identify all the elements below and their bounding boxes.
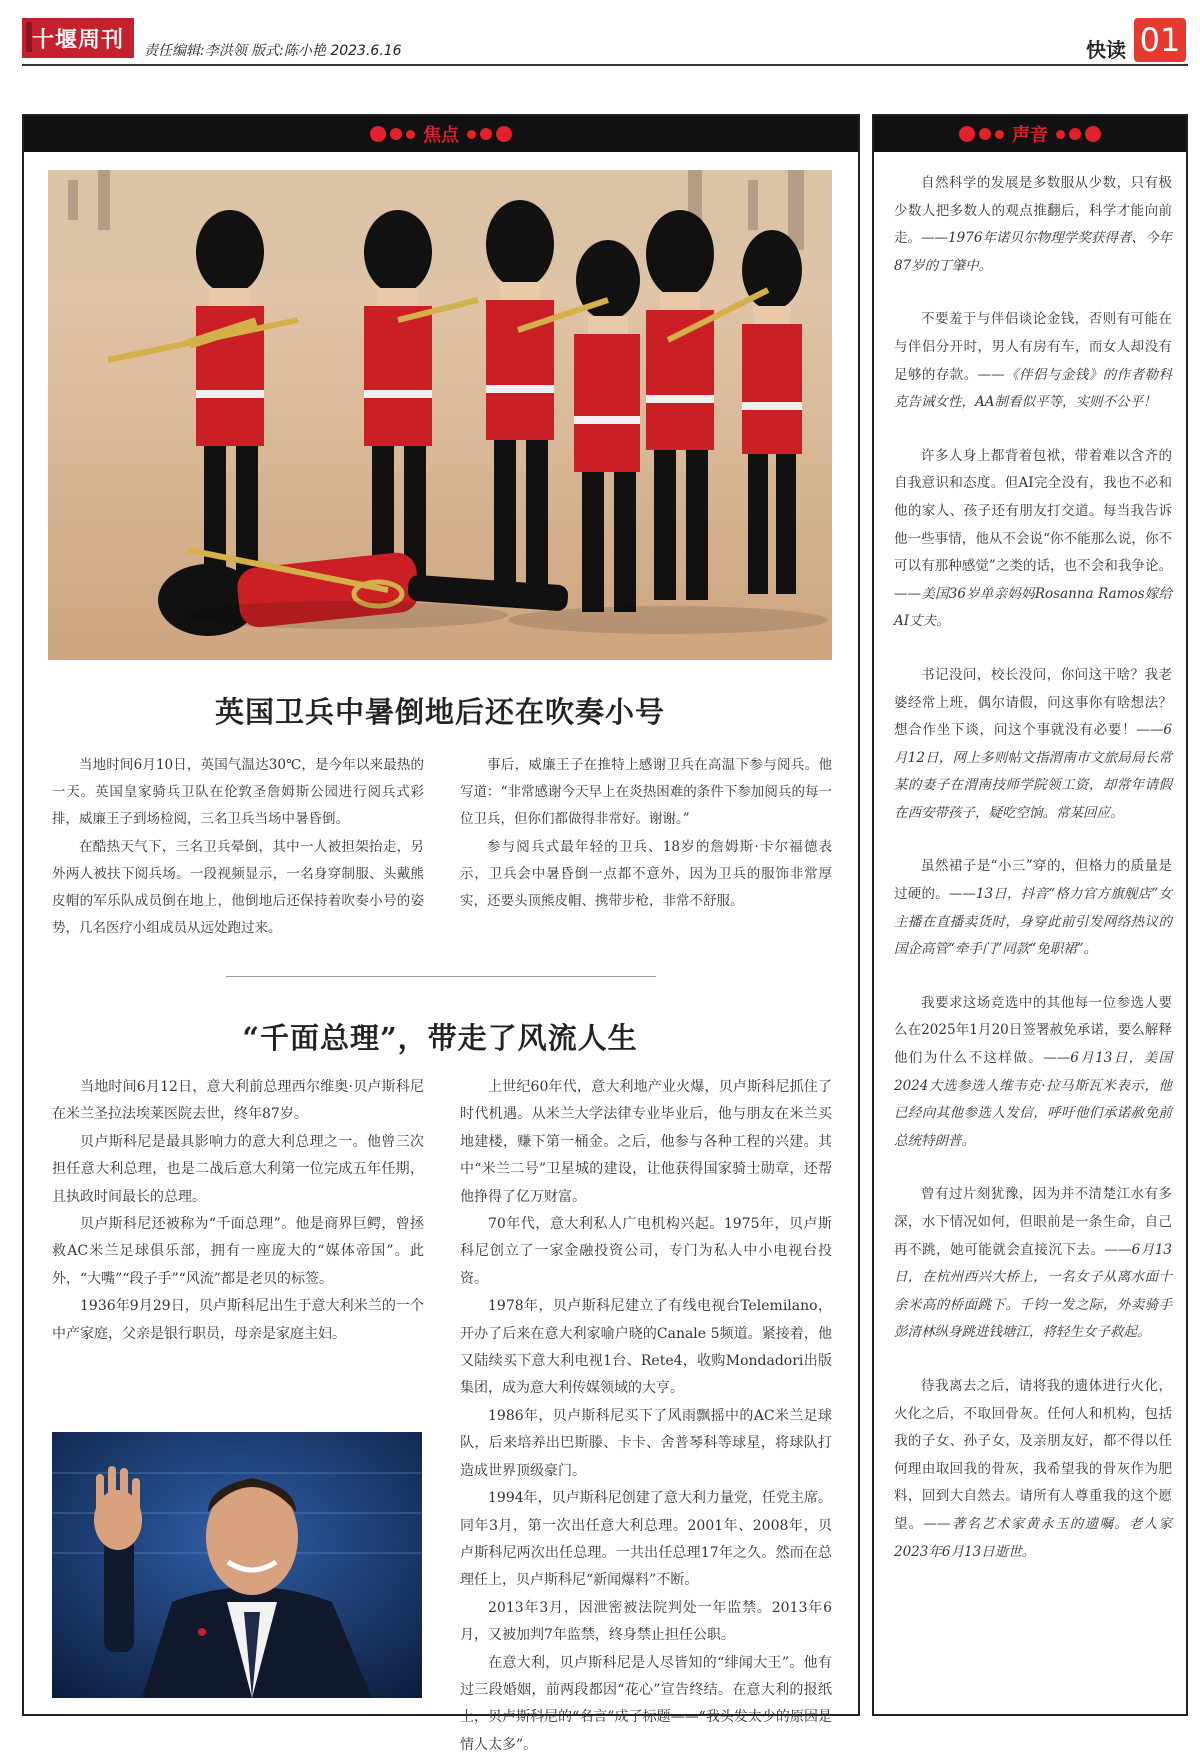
quote-item: [894, 170, 1172, 280]
article1-title: 英国卫兵中暑倒地后还在吹奏小号: [214, 695, 665, 729]
article2-para-8: 1986年，贝卢斯科尼买下了风雨飘摇中的AC米兰足球队，后来培养出巴斯滕、卡卡、舍普琴科等球星，将球队打造成世界顶级豪门。: [460, 1407, 832, 1479]
guards-band-photo: [48, 170, 832, 660]
article1-col-1: [52, 752, 424, 942]
article2-col-2: [460, 1074, 832, 1759]
quote-attribution: ——《伴侣与金钱》的作者勒科克告诫女性，AA制看似平等，实则不公平！: [894, 366, 1173, 411]
page-number-badge: 01: [1134, 18, 1186, 62]
article2-para-6: 70年代，意大利私人广电机构兴起。1975年，贝卢斯科尼创立了一家金融投资公司，专门为私人中小电视台投资。: [460, 1216, 832, 1287]
article2-para-7: 1978年，贝卢斯科尼建立了有线电视台Telemilano，开办了后来在意大利家喻户晓的Canale 5频道。紧接着，他又陆续买下意大利电视1台、Rete4，收购Mondadori出版集团，成为意大利传媒领域的大亨。: [460, 1298, 832, 1397]
quote-item: [894, 662, 1172, 828]
article1-col-2: [460, 752, 832, 915]
section-title: 快读: [1086, 38, 1126, 62]
masthead-logo: [22, 18, 134, 58]
band-dots-right: [467, 126, 512, 142]
focus-band-label: 焦点: [423, 125, 459, 146]
article1-para-2: 在酷热天气下，三名卫兵晕倒，其中一人被担架抬走，另外两人被扶下阅兵场。一段视频显示，一名身穿制服、头戴熊皮帽的军乐队成员倒在地上，他倒地后还保持着吹奏小号的姿势，几名医疗小组成员从远处跑过来。: [52, 838, 424, 937]
berlusconi-portrait-photo: [52, 1432, 422, 1698]
voices-band: [874, 116, 1186, 152]
band-dots-left: [370, 126, 415, 142]
article-divider: [226, 976, 656, 977]
editor-credits: 责任编辑:李洪领 版式:陈小艳 2023.6.16: [144, 43, 402, 59]
quote-attribution: ——美国36岁单亲妈妈Rosanna Ramos嫁给AI丈夫。: [894, 585, 1172, 630]
quote-attribution: ——6月13日，在杭州西兴大桥上，一名女子从离水面十余米高的桥面跳下。千钧一发之际，外卖骑手彭清林纵身跳进钱塘江，将轻生女子救起。: [894, 1241, 1172, 1341]
band-dots-right: [1056, 126, 1101, 142]
quote-text: 我要求这场竞选中的其他每一位参选人要么在2025年1月20日签署赦免承诺，要么解释他们为什么不这样做。: [894, 994, 1172, 1067]
quote-text: 自然科学的发展是多数服从少数，只有极少数人把多数人的观点推翻后，科学才能向前走。: [894, 175, 1172, 247]
article1-para-4: 参与阅兵式最年轻的卫兵、18岁的詹姆斯·卡尔福德表示，卫兵会中暑昏倒一点都不意外，因为卫兵的服饰非常厚实，还要头顶熊皮帽、携带步枪，非常不舒服。: [460, 838, 832, 910]
quote-item: [894, 443, 1172, 636]
quotes-list: [894, 170, 1172, 1592]
article2-col-1: [52, 1074, 424, 1348]
article2-title: “千面总理”，带走了风流人生: [242, 1021, 638, 1055]
quote-text: 待我离去之后，请将我的遗体进行火化，火化之后，不取回骨灰。任何人和机构，包括我的子女、孙子女，及亲朋友好，都不得以任何理由取回我的骨灰，我希望我的骨灰作为肥料，回到大自然去。请所有人尊重我的这个愿望。: [894, 1377, 1172, 1532]
quote-item: [894, 1373, 1172, 1566]
article2-para-9: 1994年，贝卢斯科尼创建了意大利力量党，任党主席。同年3月，第一次出任意大利总理。2001年、2008年，贝卢斯科尼两次出任总理。一共出任总理17年之久。然而在总理任上，贝卢斯科尼“新闻爆料”不断。: [460, 1490, 832, 1589]
quote-item: [894, 1181, 1172, 1347]
quote-item: [894, 853, 1172, 963]
article2-para-4: 1936年9月29日，贝卢斯科尼出生于意大利米兰的一个中产家庭，父亲是银行职员，母亲是家庭主妇。: [52, 1298, 424, 1342]
masthead-ornament: [26, 22, 32, 52]
band-dots-left: [959, 126, 1004, 142]
article2-para-5: 上世纪60年代，意大利地产业火爆，贝卢斯科尼抓住了时代机遇。从米兰大学法律专业毕业后，他与朋友在米兰买地建楼，赚下第一桶金。之后，他参与各种工程的兴建。其中“米兰二号”卫星城的建设，让他获得国家骑士勋章，还帮他挣得了亿万财富。: [460, 1079, 832, 1205]
quote-attribution: ——著名艺术家黄永玉的遗嘱。老人家2023年6月13日逝世。: [894, 1515, 1173, 1560]
quote-text: 曾有过片刻犹豫，因为并不清楚江水有多深，水下情况如何，但眼前是一条生命，自己再不跳，她可能就会直接沉下去。: [894, 1186, 1172, 1258]
quote-attribution: ——1976年诺贝尔物理学奖获得者、今年87岁的丁肇中。: [894, 230, 1173, 274]
focus-band: [24, 116, 858, 152]
quote-attribution: ——6月13日，美国2024大选参选人维韦克·拉马斯瓦米表示，他已经向其他参选人发信，呼吁他们承诺赦免前总统特朗普。: [894, 1050, 1172, 1149]
header-rule: [22, 64, 1188, 66]
article2-para-1: 当地时间6月12日，意大利前总理西尔维奥·贝卢斯科尼在米兰圣拉法埃莱医院去世，终年87岁。: [52, 1079, 424, 1123]
article2-para-11: 在意大利，贝卢斯科尼是人尽皆知的“绯闻大王”。他有过三段婚姻，前两段都因“花心”宣告终结。在意大利的报纸上，贝卢斯科尼的“名言”成了标题——“我头发太少的原因是情人太多”。: [460, 1654, 832, 1753]
quote-attribution: ——6月12日，网上多则帖文指渭南市文旅局局长常某的妻子在渭南技师学院领工资，却常年请假在西安带孩子，疑吃空饷。常某回应。: [894, 722, 1172, 821]
quote-item: [894, 990, 1172, 1156]
article1-para-3: 事后，威廉王子在推特上感谢卫兵在高温下参与阅兵。他写道：“非常感谢今天早上在炎热困难的条件下参加阅兵的每一位卫兵，但你们都做得非常好。谢谢。”: [460, 757, 832, 828]
article2-para-10: 2013年3月，因泄密被法院判处一年监禁。2013年6月，又被加判7年监禁，终身禁止担任公职。: [460, 1599, 832, 1644]
quote-item: [894, 306, 1172, 416]
masthead-title: 十堰周刊: [31, 26, 124, 53]
article1-para-1: 当地时间6月10日，英国气温达30℃，是今年以来最热的一天。英国皇家骑兵卫队在伦敦圣詹姆斯公园进行阅兵式彩排，威廉王子到场检阅，三名卫兵当场中暑昏倒。: [52, 757, 424, 828]
voices-band-label: 声音: [1012, 125, 1048, 146]
article2-para-2: 贝卢斯科尼是最具影响力的意大利总理之一。他曾三次担任意大利总理，也是二战后意大利第一位完成五年任期，且执政时间最长的总理。: [52, 1133, 424, 1205]
quote-attribution: ——13日，抖音“格力官方旗舰店”女主播在直播卖货时，身穿此前引发网络热议的国企高管“牵手门”同款“免职裙”。: [894, 886, 1173, 958]
quote-text: 书记没问，校长没问，你问这干啥？我老婆经常上班，偶尔请假，问这事你有啥想法？想合作坐下谈，问这个事就没有必要！: [894, 666, 1172, 739]
article2-para-3: 贝卢斯科尼还被称为“千面总理”。他是商界巨鳄，曾拯救AC米兰足球俱乐部，拥有一座庞大的“媒体帝国”。此外，“大嘴”“段子手”“风流”都是老贝的标签。: [52, 1216, 424, 1287]
quote-text: 虽然裙子是“小三”穿的，但格力的质量是过硬的。: [894, 858, 1172, 903]
quote-text: 不要羞于与伴侣谈论金钱，否则有可能在与伴侣分开时，男人有房有车，而女人却没有足够的存款。: [894, 311, 1172, 383]
quote-text: 许多人身上都背着包袱，带着难以含齐的自我意识和态度。但AI完全没有，我也不必和他的家人、孩子还有朋友打交道。每当我告诉他一些事情，他从不会说“你不能那么说，你不可以有那种感觉”之类的话，也不会和我争论。: [894, 447, 1172, 575]
